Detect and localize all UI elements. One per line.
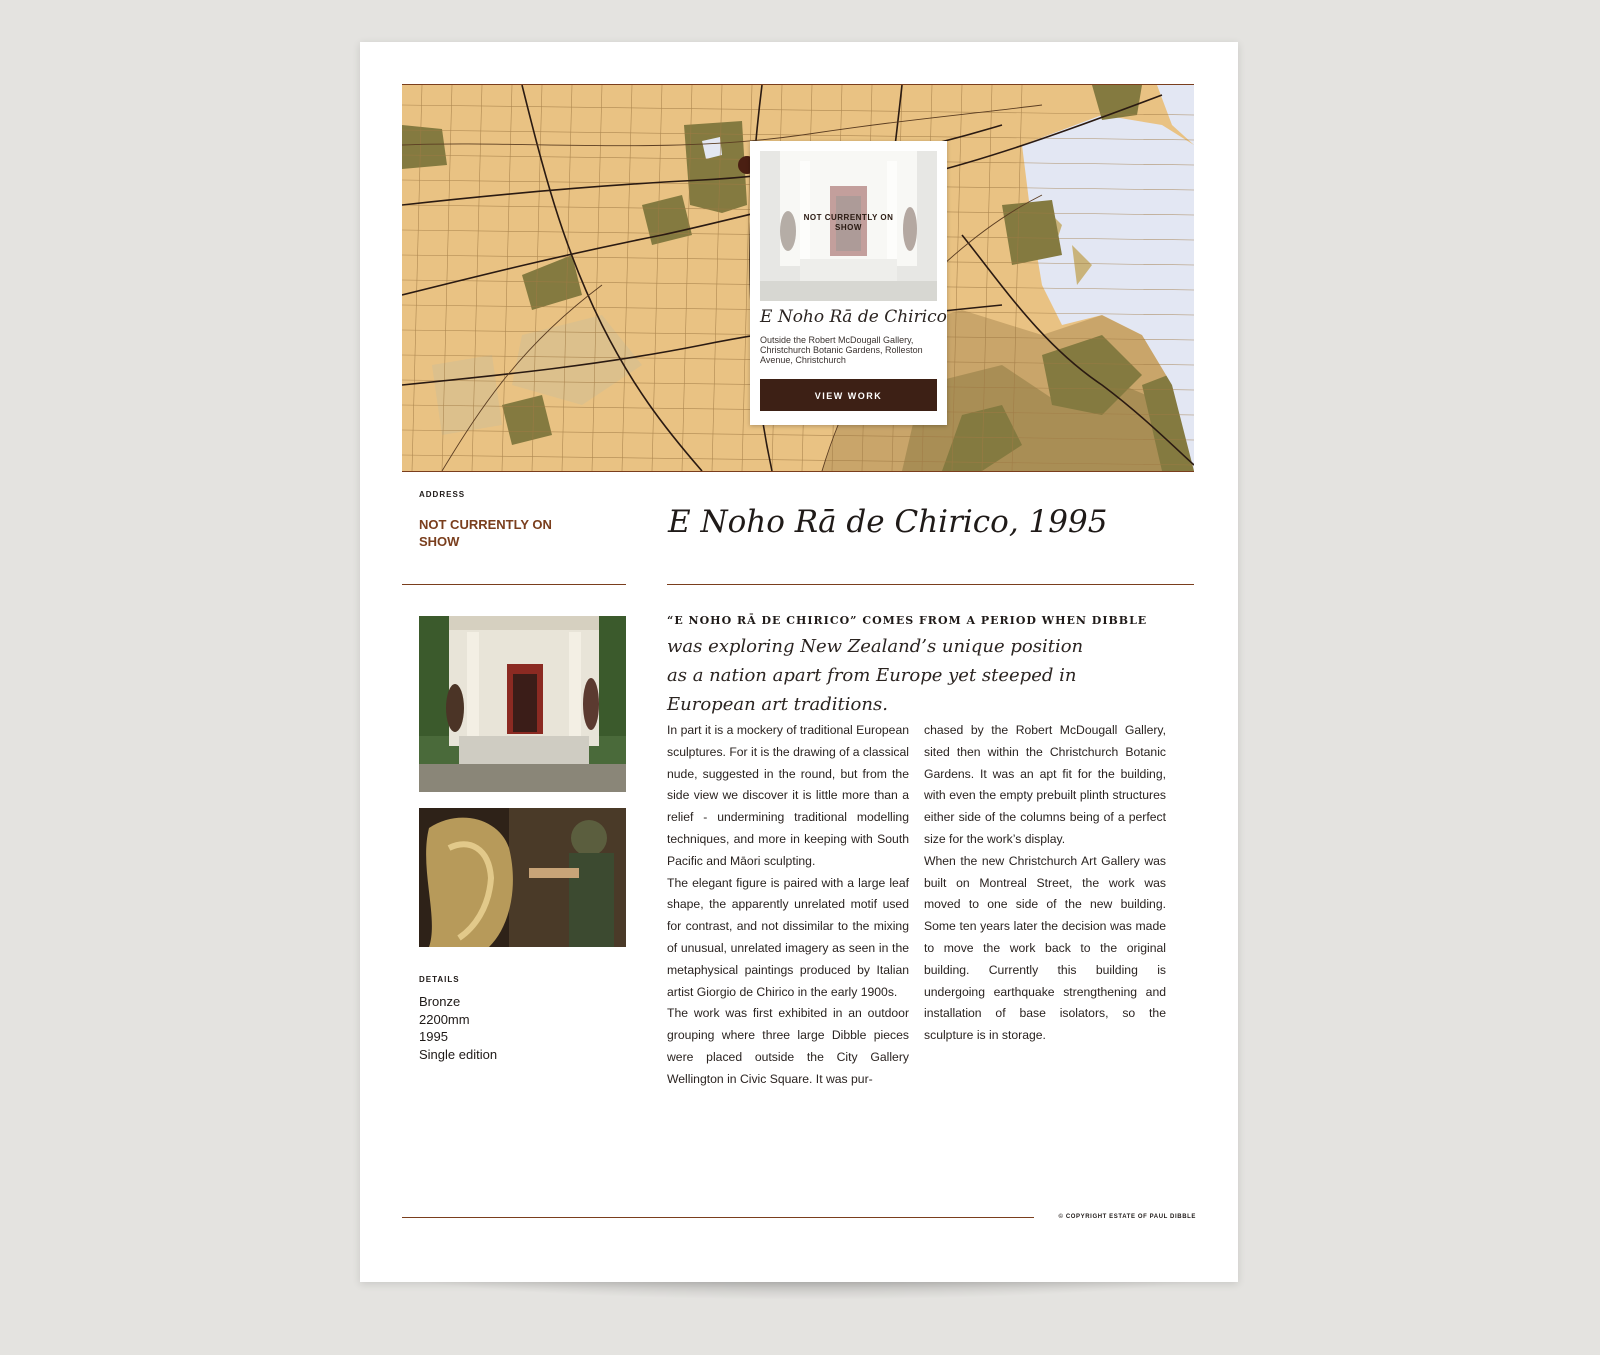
artist-workshop-photo	[419, 808, 626, 947]
body-column-1	[667, 720, 909, 1091]
location-map[interactable]	[402, 84, 1194, 472]
body-paragraph: When the new Christchurch Art Gallery was built on Montreal Street, the work was moved to one side of the new building. Some ten years later the decision was made to move the work back to the original building. Currently this building is undergoing earthquake strengthening and installation of base isolators, so the sculpture is in storage.	[924, 853, 1166, 1043]
address-label: ADDRESS	[419, 490, 466, 499]
detail-edition: Single edition	[419, 1046, 498, 1062]
address-value: NOT CURRENTLY ON SHOW	[419, 517, 552, 549]
body-paragraph: In part it is a mockery of traditional European sculptures. For it is the drawing of a classical nude, suggested in the round, but from the side view we discover it is little more than a relief - undermining traditional modelling techniques, and more in keeping with South Pacific and Māori sculpting.	[667, 723, 909, 868]
artwork-map-card[interactable]	[750, 141, 947, 425]
document-page	[360, 42, 1238, 1282]
body-paragraph: The work was first exhibited in an outdoor grouping where three large Dibble pieces were placed outside the City Gallery Wellington in Civic Square. It was pur-	[667, 1006, 909, 1086]
detail-material: Bronze	[419, 994, 461, 1009]
intro-italic: was exploring New Zealand’s unique position as a nation apart from Europe yet steeped in European art traditions.	[667, 636, 1084, 715]
details-list	[419, 993, 497, 1063]
card-title: E Noho Rā de Chirico	[760, 307, 947, 327]
card-status-badge: NOT CURRENTLY ON SHOW	[803, 213, 894, 232]
right-divider	[667, 584, 1194, 585]
body-paragraph: chased by the Robert McDougall Gallery, sited then within the Christchurch Botanic Gardens. It was an apt fit for the building, with even the empty prebuilt plinth structures either side of the columns being of a perfect size for the work’s display.	[924, 723, 1166, 846]
body-column-2	[924, 720, 1166, 1047]
intro-caps: “E NOHO RĀ DE CHIRICO” COMES FROM A PERIOD WHEN DIBBLE	[667, 614, 1148, 627]
view-work-button[interactable]: VIEW WORK	[760, 379, 937, 411]
left-divider	[402, 584, 626, 585]
body-paragraph: The elegant figure is paired with a large leaf shape, the apparently unrelated motif used for contrast, and not dissimilar to the mixing of unusual, unrelated imagery as seen in the metaphysical paintings produced by Italian artist Giorgio de Chirico in the early 1900s.	[667, 875, 909, 999]
details-label: DETAILS	[419, 975, 460, 984]
gallery-building-photo	[419, 616, 626, 792]
page-title: E Noho Rā de Chirico, 1995	[668, 504, 1108, 540]
card-location: Outside the Robert McDougall Gallery, Christchurch Botanic Gardens, Rolleston Avenue, Christchurch	[760, 335, 923, 365]
card-gallery-photo	[760, 151, 937, 301]
copyright-notice: © COPYRIGHT ESTATE OF PAUL DIBBLE	[1058, 1214, 1196, 1220]
footer-divider	[402, 1217, 1034, 1218]
detail-year: 1995	[419, 1029, 448, 1044]
detail-size: 2200mm	[419, 1011, 470, 1027]
